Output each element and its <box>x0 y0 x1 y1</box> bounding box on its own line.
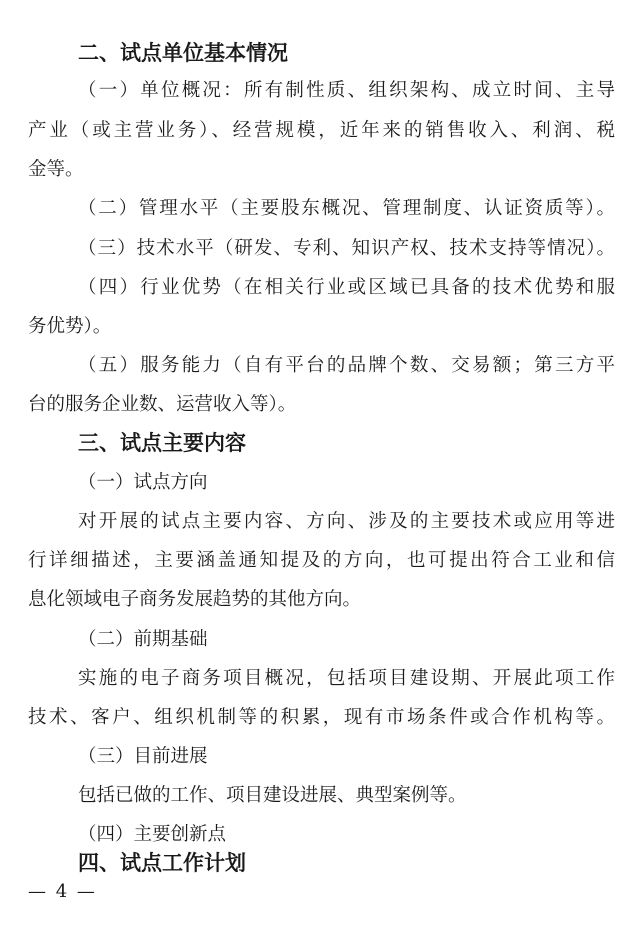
paragraph-line: 台的服务企业数、运营收入等）。 <box>28 394 297 415</box>
section-heading-3: 三、试点主要内容 <box>78 431 246 455</box>
paragraph-line: 产业（或主营业务）、经营规模，近年来的销售收入、利润、税 <box>28 120 615 141</box>
subsection-title: （四）主要创新点 <box>78 824 227 845</box>
subsection-title: （二）前期基础 <box>78 629 208 650</box>
paragraph-line: 金等。 <box>28 159 84 180</box>
paragraph-line: 行详细描述，主要涵盖通知提及的方向，也可提出符合工业和信 <box>28 550 615 571</box>
page-number: — 4 — <box>28 881 97 902</box>
paragraph-line: 对开展的试点主要内容、方向、涉及的主要技术或应用等进 <box>78 511 615 532</box>
paragraph-line: 实施的电子商务项目概况，包括项目建设期、开展此项工作 <box>78 668 615 689</box>
paragraph-line: （五）服务能力（自有平台的品牌个数、交易额；第三方平 <box>78 355 615 376</box>
paragraph-line: 息化领域电子商务发展趋势的其他方向。 <box>28 589 362 610</box>
section-heading-4: 四、试点工作计划 <box>78 851 246 875</box>
paragraph-line: （四）行业优势（在相关行业或区域已具备的技术优势和服 <box>78 277 615 298</box>
paragraph-line: （三）技术水平（研发、专利、知识产权、技术支持等情况）。 <box>78 238 615 259</box>
paragraph-line: （一）单位概况：所有制性质、组织架构、成立时间、主导 <box>78 80 615 101</box>
paragraph-line: （二）管理水平（主要股东概况、管理制度、认证资质等）。 <box>78 198 615 219</box>
paragraph-line: 包括已做的工作、项目建设进展、典型案例等。 <box>78 785 467 806</box>
subsection-title: （三）目前进展 <box>78 746 208 767</box>
section-heading-2: 二、试点单位基本情况 <box>78 41 288 65</box>
paragraph-line: 务优势）。 <box>28 316 112 337</box>
subsection-title: （一）试点方向 <box>78 472 208 493</box>
paragraph-line: 技术、客户、组织机制等的积累，现有市场条件或合作机构等。 <box>28 707 615 728</box>
